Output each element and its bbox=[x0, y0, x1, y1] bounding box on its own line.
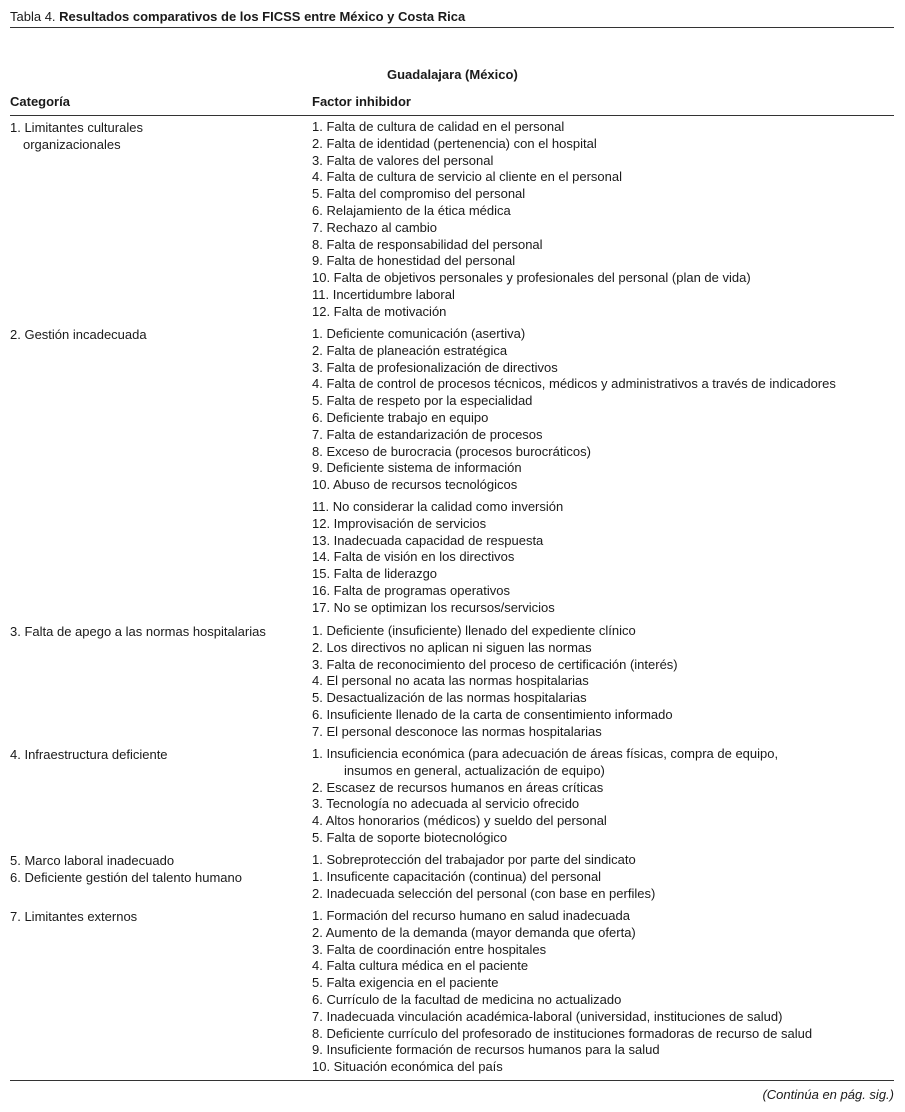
factor-item: 7. Falta de estandarización de procesos bbox=[312, 426, 543, 442]
factor-item: 5. Falta de respeto por la especialidad bbox=[312, 393, 533, 409]
factor-continuation: insumos en general, actualización de equipo) bbox=[344, 762, 605, 778]
factor-item: 13. Inadecuada capacidad de respuesta bbox=[312, 532, 544, 548]
factor-item: 15. Falta de liderazgo bbox=[312, 566, 438, 582]
top-rule bbox=[10, 27, 894, 28]
caption-title: Resultados comparativos de los FICSS entre México y Costa Rica bbox=[59, 9, 466, 24]
category-cell bbox=[10, 908, 300, 925]
factor-list bbox=[312, 326, 897, 617]
factor-item: 5. Desactualización de las normas hospitalarias bbox=[312, 690, 587, 706]
factor-item: 1. Deficiente comunicación (asertiva) bbox=[312, 326, 526, 341]
column-header-factor: Factor inhibidor bbox=[312, 94, 411, 109]
factor-item: 2. Falta de identidad (pertenencia) con el hospital bbox=[312, 135, 597, 151]
category-cell bbox=[10, 852, 300, 886]
factor-item: 17. No se optimizan los recursos/servicios bbox=[312, 599, 555, 615]
factor-item: 6. Deficiente trabajo en equipo bbox=[312, 409, 489, 425]
category-cell bbox=[10, 119, 300, 153]
category-cell bbox=[10, 746, 300, 763]
factor-item: 3. Falta de coordinación entre hospitales bbox=[312, 941, 547, 957]
category-label: organizacionales bbox=[23, 137, 121, 152]
factor-item: 11. Incertidumbre laboral bbox=[312, 286, 455, 302]
factor-item: 11. No considerar la calidad como inversión bbox=[312, 498, 564, 514]
factor-item: 4. Falta cultura médica en el paciente bbox=[312, 958, 529, 974]
factor-item: 4. Falta de cultura de servicio al cliente en el personal bbox=[312, 169, 623, 185]
factor-list bbox=[312, 119, 897, 321]
factor-item: 8. Deficiente currículo del profesorado de instituciones formadoras de recurso de salud bbox=[312, 1025, 813, 1041]
factor-item: 9. Falta de honestidad del personal bbox=[312, 253, 516, 269]
factor-item: 12. Falta de motivación bbox=[312, 303, 447, 319]
factor-item: 3. Tecnología no adecuada al servicio ofrecido bbox=[312, 796, 580, 812]
factor-list bbox=[312, 746, 897, 847]
continuation-note: (Continúa en pág. sig.) bbox=[762, 1087, 894, 1102]
factor-item: 7. Inadecuada vinculación académica-laboral (universidad, instituciones de salud) bbox=[312, 1008, 783, 1024]
factor-list bbox=[312, 852, 897, 902]
category-cell bbox=[10, 623, 300, 640]
factor-item: 12. Improvisación de servicios bbox=[312, 515, 487, 531]
caption-label: Tabla 4. bbox=[10, 9, 56, 24]
category-label: 6. Deficiente gestión del talento humano bbox=[10, 870, 242, 885]
factor-item: 10. Abuso de recursos tecnológicos bbox=[312, 477, 518, 493]
category-label: 7. Limitantes externos bbox=[10, 909, 138, 924]
factor-item: 6. Insuficiente llenado de la carta de consentimiento informado bbox=[312, 706, 673, 722]
group-heading: Guadalajara (México) bbox=[387, 67, 518, 82]
factor-item: 3. Falta de valores del personal bbox=[312, 152, 494, 168]
factor-item: 7. Rechazo al cambio bbox=[312, 219, 438, 235]
factor-item: 2. Aumento de la demanda (mayor demanda que oferta) bbox=[312, 924, 636, 940]
factor-item: 9. Deficiente sistema de información bbox=[312, 460, 522, 476]
factor-item: 2. Falta de planeación estratégica bbox=[312, 342, 508, 358]
category-label: 3. Falta de apego a las normas hospitalarias bbox=[10, 624, 266, 639]
factor-item: 2. Los directivos no aplican ni siguen las normas bbox=[312, 639, 592, 655]
factor-item: 9. Insuficiente formación de recursos humanos para la salud bbox=[312, 1042, 660, 1058]
column-header-category: Categoría bbox=[10, 94, 70, 109]
factor-item: 5. Falta exigencia en el paciente bbox=[312, 975, 499, 991]
factor-item bbox=[312, 746, 897, 780]
factor-item: 7. El personal desconoce las normas hospitalarias bbox=[312, 723, 602, 739]
factor-item: 5. Falta del compromiso del personal bbox=[312, 186, 526, 202]
factor-item: 3. Falta de reconocimiento del proceso de certificación (interés) bbox=[312, 656, 678, 672]
category-label: 4. Infraestructura deficiente bbox=[10, 747, 168, 762]
factor-item: 1. Sobreprotección del trabajador por parte del sindicato bbox=[312, 852, 636, 867]
factor-item: 8. Exceso de burocracia (procesos burocráticos) bbox=[312, 443, 591, 459]
header-rule bbox=[10, 115, 894, 116]
factor-item: 1. Formación del recurso humano en salud inadecuada bbox=[312, 908, 630, 923]
factor-item: 4. El personal no acata las normas hospitalarias bbox=[312, 673, 589, 689]
factor-item: 10. Falta de objetivos personales y profesionales del personal (plan de vida) bbox=[312, 270, 751, 286]
factor-item: 4. Falta de control de procesos técnicos, médicos y administrativos a través de indicadores bbox=[312, 376, 836, 392]
category-label: 2. Gestión incadecuada bbox=[10, 327, 147, 342]
factor-item: 14. Falta de visión en los directivos bbox=[312, 549, 515, 565]
category-cell bbox=[10, 326, 300, 343]
factor-item: 8. Falta de responsabilidad del personal bbox=[312, 236, 543, 252]
category-label: 5. Marco laboral inadecuado bbox=[10, 853, 175, 868]
factor-item: 1. Falta de cultura de calidad en el personal bbox=[312, 119, 565, 134]
factor-item: 16. Falta de programas operativos bbox=[312, 582, 510, 598]
factor-list bbox=[312, 908, 897, 1076]
factor-item: 5. Falta de soporte biotecnológico bbox=[312, 829, 508, 845]
table-caption bbox=[10, 8, 465, 25]
factor-item: 2. Inadecuada selección del personal (con base en perfiles) bbox=[312, 885, 656, 901]
factor-item: 2. Escasez de recursos humanos en áreas críticas bbox=[312, 779, 604, 795]
factor-text: 1. Insuficiencia económica (para adecuación de áreas físicas, compra de equipo, bbox=[312, 746, 779, 761]
bottom-rule bbox=[10, 1080, 894, 1081]
factor-list bbox=[312, 623, 897, 741]
factor-item: 4. Altos honorarios (médicos) y sueldo del personal bbox=[312, 813, 607, 829]
category-label: 1. Limitantes culturales bbox=[10, 120, 143, 135]
factor-item: 6. Relajamiento de la ética médica bbox=[312, 202, 511, 218]
factor-item: 1. Insuficente capacitación (continua) del personal bbox=[312, 868, 602, 884]
factor-item: 3. Falta de profesionalización de directivos bbox=[312, 359, 558, 375]
factor-item: 1. Deficiente (insuficiente) llenado del expediente clínico bbox=[312, 623, 636, 638]
factor-item: 10. Situación económica del país bbox=[312, 1059, 503, 1075]
factor-item: 6. Currículo de la facultad de medicina no actualizado bbox=[312, 991, 622, 1007]
